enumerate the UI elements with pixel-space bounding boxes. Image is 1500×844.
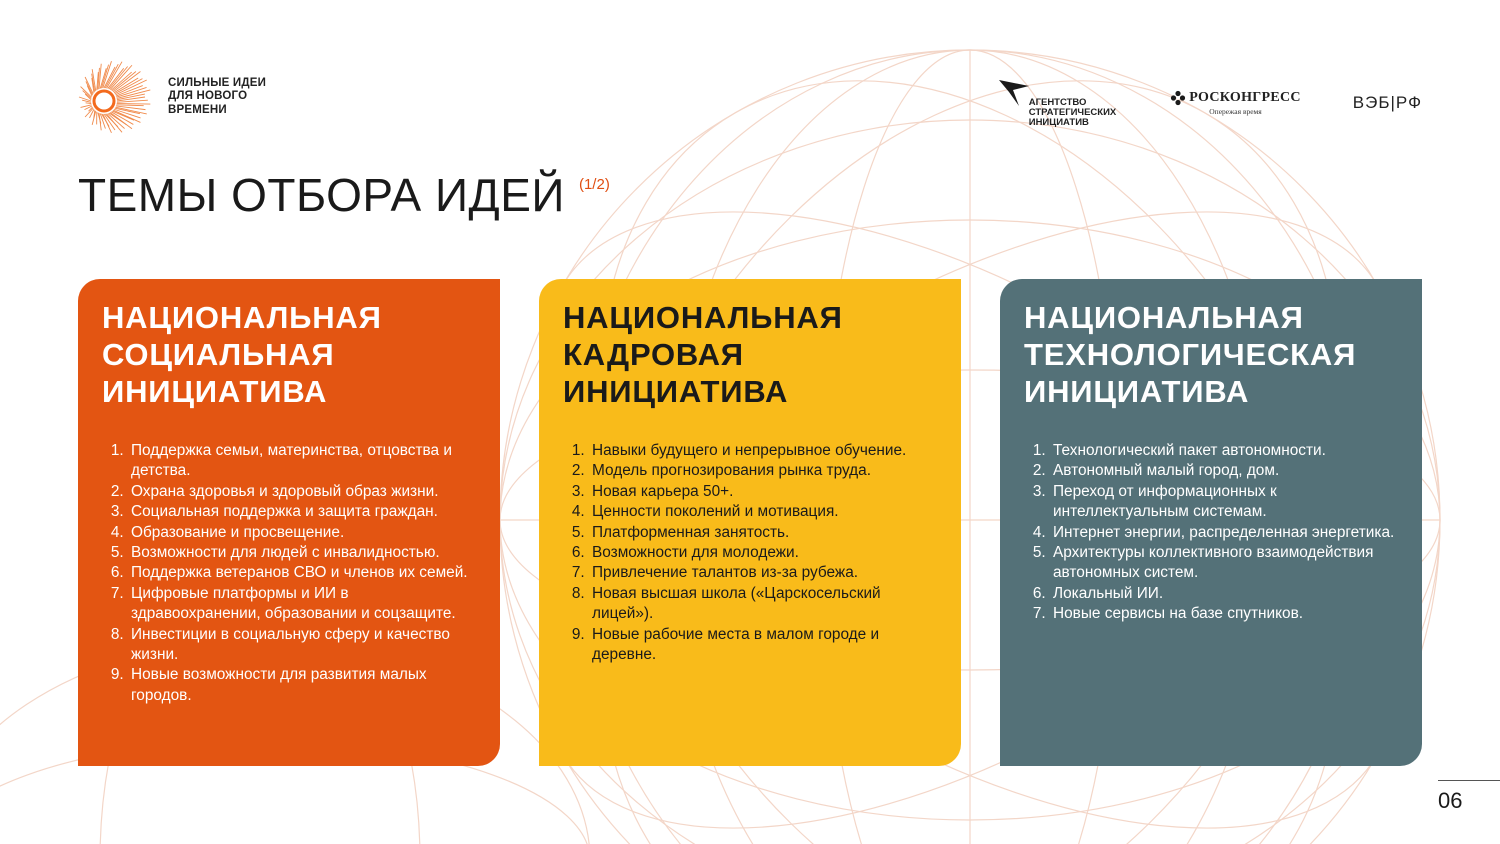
card-heading — [102, 299, 478, 410]
list-item: 9. Новые возможности для развития малых городов. — [128, 665, 478, 706]
list-item: 1. Навыки будущего и непрерывное обучение. — [589, 441, 939, 461]
page-number: 06 — [1438, 788, 1463, 813]
card-social-initiative — [78, 279, 500, 766]
card-heading-line: СОЦИАЛЬНАЯ — [102, 337, 335, 372]
partner-logos — [997, 78, 1422, 128]
card-heading-line: НАЦИОНАЛЬНАЯ — [102, 300, 382, 335]
list-item: 4. Образование и просвещение. — [128, 523, 478, 543]
brand-line-2: ДЛЯ НОВОГО — [168, 90, 248, 103]
list-item: 5. Возможности для людей с инвалидностью. — [128, 543, 478, 563]
list-item: 7. Привлечение талантов из-за рубежа. — [589, 563, 939, 583]
roscongress-logo — [1170, 90, 1301, 116]
list-item: 3. Переход от информационных к интеллектуальным системам. — [1050, 482, 1400, 523]
card-heading-line: НАЦИОНАЛЬНАЯ — [1024, 300, 1304, 335]
list-item: 7. Цифровые платформы и ИИ в здравоохранении, образовании и соцзащите. — [128, 584, 478, 625]
list-item: 1. Поддержка семьи, материнства, отцовства и детства. — [128, 441, 478, 482]
sunburst-logo-icon — [78, 60, 152, 134]
list-item: 4. Ценности поколений и мотивация. — [589, 502, 939, 522]
list-item: 8. Новая высшая школа («Царскосельский лицей»). — [589, 584, 939, 625]
brand-name — [168, 77, 266, 118]
list-item: 3. Новая карьера 50+. — [589, 482, 939, 502]
list-item: 2. Охрана здоровья и здоровый образ жизни. — [128, 482, 478, 502]
brand-line-1: СИЛЬНЫЕ ИДЕИ — [168, 76, 267, 89]
card-heading — [1024, 299, 1400, 410]
card-heading-line: ИНИЦИАТИВА — [1024, 374, 1250, 409]
asi-arrow-icon — [997, 78, 1031, 108]
asi-line-3: ИНИЦИАТИВ — [1028, 117, 1089, 128]
list-item: 2. Автономный малый город, дом. — [1050, 461, 1400, 481]
card-topic-list — [563, 441, 939, 665]
brand-line-3: ВРЕМЕНИ — [168, 103, 227, 116]
list-item: 5. Платформенная занятость. — [589, 523, 939, 543]
list-item: 6. Поддержка ветеранов СВО и членов их семей. — [128, 563, 478, 583]
card-personnel-initiative — [539, 279, 961, 766]
asi-line-1: АГЕНТСТВО — [1028, 97, 1087, 108]
roscongress-name: РОСКОНГРЕСС — [1189, 90, 1301, 105]
asi-logo — [997, 78, 1117, 128]
list-item: 1. Технологический пакет автономности. — [1050, 441, 1400, 461]
asi-line-2: СТРАТЕГИЧЕСКИХ — [1028, 107, 1117, 118]
list-item: 7. Новые сервисы на базе спутников. — [1050, 604, 1400, 624]
card-heading-line: ТЕХНОЛОГИЧЕСКАЯ — [1024, 337, 1357, 372]
card-heading-line: КАДРОВАЯ — [563, 337, 744, 372]
page-number-divider — [1438, 780, 1500, 781]
card-heading — [563, 299, 939, 410]
card-topic-list — [102, 441, 478, 706]
roscongress-tagline: Опережая время — [1209, 107, 1262, 116]
card-heading-line: НАЦИОНАЛЬНАЯ — [563, 300, 843, 335]
veb-logo: ВЭБ|РФ — [1352, 93, 1422, 112]
card-technology-initiative — [1000, 279, 1422, 766]
card-heading-line: ИНИЦИАТИВА — [563, 374, 789, 409]
brand-logo — [78, 60, 266, 134]
card-heading-line: ИНИЦИАТИВА — [102, 374, 328, 409]
card-topic-list — [1024, 441, 1400, 625]
title-page-indicator: (1/2) — [578, 176, 610, 193]
roscongress-flower-icon — [1170, 90, 1186, 106]
page-title-block — [78, 168, 610, 222]
list-item: 8. Инвестиции в социальную сферу и качество жизни. — [128, 625, 478, 666]
list-item: 9. Новые рабочие места в малом городе и деревне. — [589, 625, 939, 666]
list-item: 6. Локальный ИИ. — [1050, 584, 1400, 604]
list-item: 2. Модель прогнозирования рынка труда. — [589, 461, 939, 481]
list-item: 4. Интернет энергии, распределенная энергетика. — [1050, 523, 1400, 543]
list-item: 3. Социальная поддержка и защита граждан. — [128, 502, 478, 522]
list-item: 6. Возможности для молодежи. — [589, 543, 939, 563]
page-title: ТЕМЫ ОТБОРА ИДЕЙ — [78, 169, 565, 221]
list-item: 5. Архитектуры коллективного взаимодействия автономных систем. — [1050, 543, 1400, 584]
